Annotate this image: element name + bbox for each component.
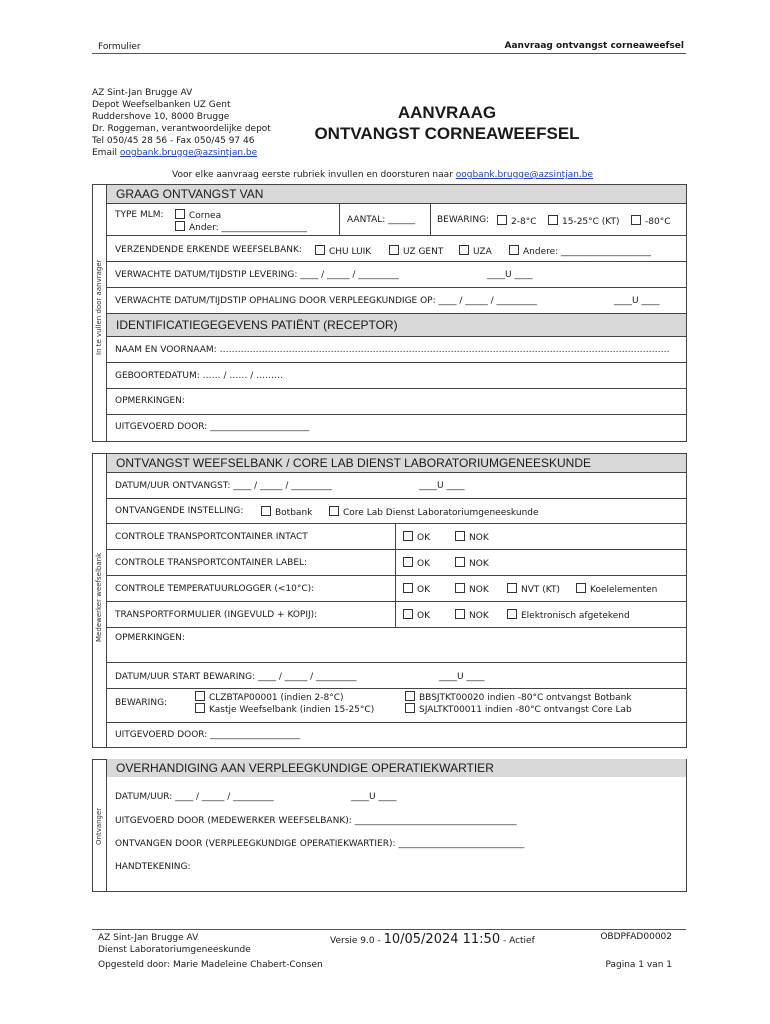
checkbox[interactable] <box>455 583 465 593</box>
checkbox[interactable] <box>315 245 325 255</box>
section1-heading: GRAAG ONTVANGST VAN <box>107 184 686 203</box>
levering-row <box>107 261 686 287</box>
ontvangst-datum-row <box>107 472 686 498</box>
address-line: Depot Weefselbanken UZ Gent <box>92 100 231 110</box>
checkbox[interactable] <box>403 583 413 593</box>
start-bewaring-time-field[interactable]: ____U ____ <box>439 672 485 682</box>
sjaltkt-option[interactable]: SJALTKT00011 indien -80°C ontvangst Core Lab <box>405 703 632 715</box>
clzbtap-option[interactable]: CLZBTAP00001 (indien 2-8°C) <box>195 691 344 703</box>
bbsjtkt-option[interactable]: BBSJTKT00020 indien -80°C ontvangst Botbank <box>405 691 632 703</box>
checkbox[interactable] <box>507 583 517 593</box>
checkbox[interactable] <box>261 506 271 516</box>
divider <box>339 204 340 235</box>
handtekening-field[interactable]: HANDTEKENING: <box>115 862 191 872</box>
ophaling-time-field[interactable]: ____U ____ <box>614 296 660 306</box>
uz-gent-option[interactable]: UZ GENT <box>389 245 443 257</box>
divider <box>430 204 431 235</box>
header-rule <box>92 53 686 54</box>
checkbox[interactable] <box>389 245 399 255</box>
address-block <box>92 87 271 159</box>
footer-rule <box>92 929 686 930</box>
geboorte-row <box>107 362 686 388</box>
checkbox[interactable] <box>175 221 185 231</box>
uitgevoerd-medewerker-field[interactable]: UITGEVOERD DOOR (MEDEWERKER WEEFSELBANK): ____________________________________ <box>115 816 517 826</box>
checkbox[interactable] <box>576 583 586 593</box>
geboorte-field[interactable]: GEBOORTEDATUM: …… / …… / ……… <box>115 371 284 381</box>
divider <box>395 576 396 601</box>
elektronisch-option[interactable]: Elektronisch afgetekend <box>507 609 630 621</box>
opmerkingen-field[interactable]: OPMERKINGEN: <box>115 633 185 643</box>
ok-option[interactable]: OK <box>403 531 430 543</box>
nvt-option[interactable]: NVT (KT) <box>507 583 560 595</box>
check-row: TRANSPORTFORMULIER (INGEVULD + KOPIJ): OK NOK Elektronisch afgetekend <box>107 601 686 627</box>
section3-heading: OVERHANDIGING AAN VERPLEEGKUNDIGE OPERATIEKWARTIER <box>107 759 686 777</box>
bewaring-locatie-row: BEWARING: CLZBTAP00001 (indien 2-8°C) Kastje Weefselbank (indien 15-25°C) BBSJTKT00020 indien -80°C ontvangst Botbank SJALTKT00011 indien -80°C ontvangst Core Lab <box>107 688 686 722</box>
uitgevoerd-field[interactable]: UITGEVOERD DOOR: ______________________ <box>115 422 310 432</box>
checkbox[interactable] <box>507 609 517 619</box>
check-row: CONTROLE TEMPERATUURLOGGER (<10°C): OK NOK NVT (KT) Koelelementen <box>107 575 686 601</box>
corelab-option[interactable]: Core Lab Dienst Laboratoriumgeneeskunde <box>329 506 539 518</box>
ok-option[interactable]: OK <box>403 583 430 595</box>
address-line: Tel 050/45 28 56 - Fax 050/45 97 46 <box>92 136 255 146</box>
nok-option[interactable]: NOK <box>455 609 489 621</box>
start-bewaring-field[interactable]: DATUM/UUR START BEWARING: ____ / _____ / _________ <box>115 672 357 682</box>
verzendende-row: VERZENDENDE ERKENDE WEEFSELBANK: CHU LUIK UZ GENT UZA Andere: ____________________ <box>107 235 686 261</box>
check-row: CONTROLE TRANSPORTCONTAINER LABEL: OK NOK <box>107 549 686 575</box>
ok-option[interactable]: OK <box>403 609 430 621</box>
opmerkingen-field[interactable]: OPMERKINGEN: <box>115 396 185 406</box>
section2 <box>106 453 687 748</box>
title-line: ONTVANGST CORNEAWEEFSEL <box>314 124 580 143</box>
uitgevoerd-row <box>107 414 686 441</box>
type-row: TYPE MLM: Cornea Ander: ___________________ AANTAL: ______ BEWARING: 2-8°C 15-25°C (KT) -80°C <box>107 203 686 235</box>
bewaring-2-8[interactable]: 2-8°C <box>497 215 536 227</box>
section2-heading: ONTVANGST WEEFSELBANK / CORE LAB DIENST LABORATORIUMGENEESKUNDE <box>107 453 686 472</box>
ophaling-row <box>107 287 686 313</box>
checkbox[interactable] <box>459 245 469 255</box>
section2-side <box>92 453 107 748</box>
divider <box>395 524 396 549</box>
footer-version: Versie 9.0 - 10/05/2024 11:50 - Actief <box>330 932 535 947</box>
header-doc-title: Aanvraag ontvangst corneaweefsel <box>504 41 684 51</box>
checkbox[interactable] <box>455 531 465 541</box>
checkbox[interactable] <box>403 531 413 541</box>
title-line: AANVRAAG <box>397 103 497 122</box>
naam-row <box>107 336 686 362</box>
page-title <box>300 102 594 144</box>
footer-datetime: 10/05/2024 11:50 <box>383 932 501 947</box>
checkbox[interactable] <box>195 703 205 713</box>
footer-code: OBDPFAD00002 <box>600 932 672 942</box>
naam-field[interactable]: NAAM EN VOORNAAM: …………………………………………………………………………………………………………………………………… <box>115 345 670 355</box>
section3 <box>106 759 687 892</box>
botbank-option[interactable]: Botbank <box>261 506 312 518</box>
divider <box>395 602 396 627</box>
bewaring-15-25[interactable]: 15-25°C (KT) <box>548 215 620 227</box>
nok-option[interactable]: NOK <box>455 583 489 595</box>
overhandiging-datum-field[interactable]: DATUM/UUR: ____ / _____ / _________ <box>115 792 274 802</box>
section2-side-label: Medewerker weefselbank <box>95 552 103 642</box>
checkbox[interactable] <box>455 557 465 567</box>
footer-org-line: Dienst Laboratoriumgeneeskunde <box>98 945 251 955</box>
section1-side <box>92 184 107 442</box>
nok-option[interactable]: NOK <box>455 557 489 569</box>
ander-option[interactable]: Ander: ___________________ <box>175 221 307 233</box>
bewaring-80[interactable]: -80°C <box>631 215 670 227</box>
cornea-option[interactable]: Cornea <box>175 209 221 221</box>
chu-luik-option[interactable]: CHU LUIK <box>315 245 371 257</box>
checkbox[interactable] <box>403 557 413 567</box>
id-heading: IDENTIFICATIEGEGEVENS PATIËNT (RECEPTOR) <box>107 313 686 336</box>
checkbox[interactable] <box>195 691 205 701</box>
checkbox[interactable] <box>405 691 415 701</box>
checkbox[interactable] <box>175 209 185 219</box>
checkbox[interactable] <box>329 506 339 516</box>
aantal-field[interactable]: AANTAL: ______ <box>347 215 416 225</box>
bewaring-label: BEWARING: <box>437 215 490 225</box>
footer-org <box>98 932 251 956</box>
checkbox[interactable] <box>631 215 641 225</box>
checkbox[interactable] <box>455 609 465 619</box>
opmerkingen-row <box>107 388 686 414</box>
section1 <box>106 184 687 442</box>
checkbox[interactable] <box>509 245 519 255</box>
ontvangst-time-field[interactable]: ____U ____ <box>419 481 465 491</box>
ophaling-field[interactable]: VERWACHTE DATUM/TIJDSTIP OPHALING DOOR VERPLEEGKUNDIGE OP: ____ / _____ / _________ <box>115 296 538 306</box>
divider <box>395 550 396 575</box>
checkbox[interactable] <box>497 215 507 225</box>
start-bewaring-row <box>107 662 686 688</box>
uitgevoerd-row <box>107 722 686 747</box>
instruction-email-link[interactable]: oogbank.brugge@azsintjan.be <box>455 170 594 180</box>
ontvangst-datum-field[interactable]: DATUM/UUR ONTVANGST: ____ / _____ / _________ <box>115 481 332 491</box>
address-email-line: Email oogbank.brugge@azsintjan.be <box>92 148 258 158</box>
email-link[interactable]: oogbank.brugge@azsintjan.be <box>119 148 258 158</box>
footer-org-line: AZ Sint-Jan Brugge AV <box>98 933 199 943</box>
checkbox[interactable] <box>548 215 558 225</box>
levering-field[interactable]: VERWACHTE DATUM/TIJDSTIP LEVERING: ____ / _____ / _________ <box>115 270 399 280</box>
section3-side-label: Ontvanger <box>95 807 103 845</box>
address-line: AZ Sint-Jan Brugge AV <box>92 88 193 98</box>
nok-option[interactable]: NOK <box>455 531 489 543</box>
header-form-type: Formulier <box>98 42 141 52</box>
uza-option[interactable]: UZA <box>459 245 492 257</box>
section1-side-label: In te vullen door aanvrager <box>95 259 103 355</box>
levering-time-field[interactable]: ____U ____ <box>487 270 533 280</box>
section3-side <box>92 759 107 892</box>
footer-opgesteld: Opgesteld door: Marie Madeleine Chabert-Consen <box>98 960 323 970</box>
checkbox[interactable] <box>405 703 415 713</box>
address-line: Ruddershove 10, 8000 Brugge <box>92 112 230 122</box>
instruction: Voor elke aanvraag eerste rubriek invullen en doorsturen naar oogbank.brugge@azsintjan.be <box>172 170 594 180</box>
ok-option[interactable]: OK <box>403 557 430 569</box>
checkbox[interactable] <box>403 609 413 619</box>
footer-page: Pagina 1 van 1 <box>605 960 672 970</box>
kastje-option[interactable]: Kastje Weefselbank (indien 15-25°C) <box>195 703 374 715</box>
check-row: CONTROLE TRANSPORTCONTAINER INTACT OK NOK <box>107 523 686 549</box>
andere-option[interactable]: Andere: ____________________ <box>509 245 651 257</box>
opmerkingen-row <box>107 627 686 662</box>
ontvangen-door-field[interactable]: ONTVANGEN DOOR (VERPLEEGKUNDIGE OPERATIEKWARTIER): ____________________________ <box>115 839 525 849</box>
uitgevoerd-field[interactable]: UITGEVOERD DOOR: ____________________ <box>115 730 301 740</box>
koelelementen-option[interactable]: Koelelementen <box>576 583 657 595</box>
instelling-row: ONTVANGENDE INSTELLING: Botbank Core Lab Dienst Laboratoriumgeneeskunde <box>107 498 686 523</box>
address-line: Dr. Roggeman, verantwoordelijke depot <box>92 124 271 134</box>
overhandiging-time-field[interactable]: ____U ____ <box>351 792 397 802</box>
